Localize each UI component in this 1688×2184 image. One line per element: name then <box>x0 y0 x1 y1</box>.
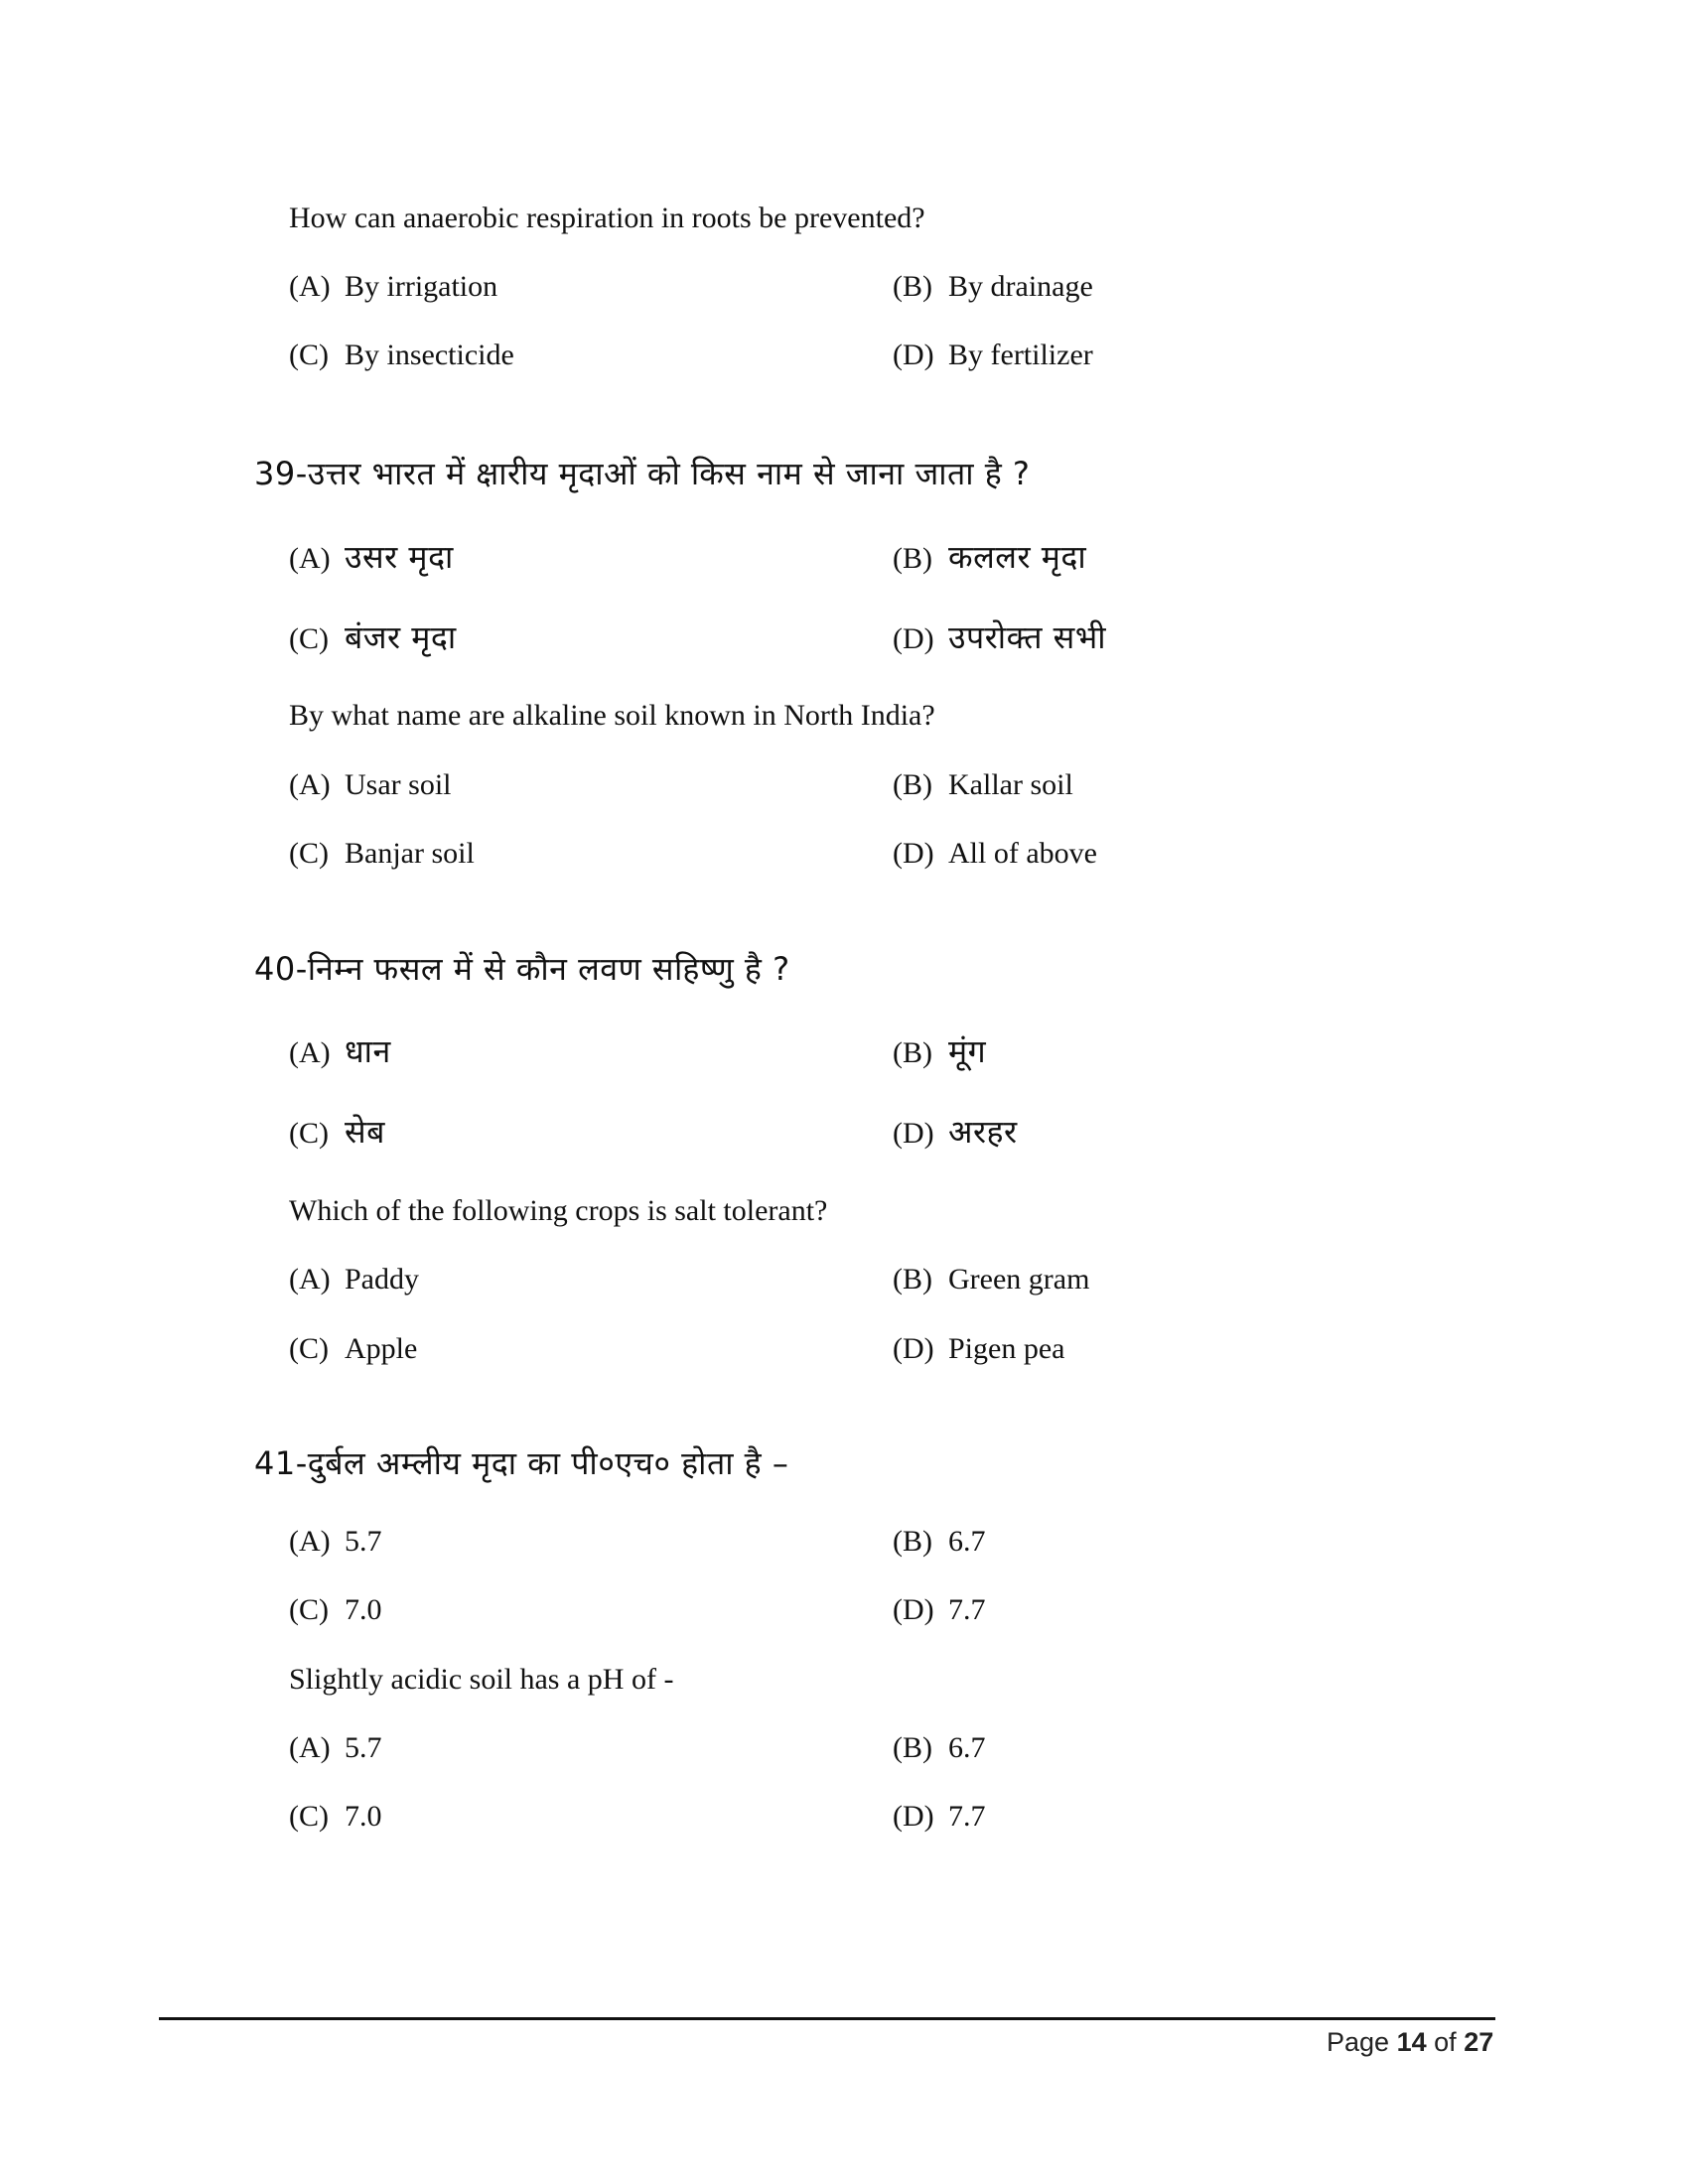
q38-en-option-c <box>289 341 514 370</box>
option-text: अरहर <box>948 1113 1018 1151</box>
q39-en-option-c <box>289 839 475 869</box>
option-letter: (A) <box>289 542 331 575</box>
q41-hi-text: 41-दुर्बल अम्लीय मृदा का पी०एच० होता है – <box>254 1444 789 1482</box>
q40-hi-option-b <box>893 1032 987 1070</box>
q39-en-option-b <box>893 770 1073 800</box>
option-letter: (A) <box>289 1525 331 1558</box>
option-text: 5.7 <box>345 1525 382 1558</box>
q41-hi-option-b <box>893 1527 986 1557</box>
of-word: of <box>1434 2027 1457 2057</box>
q40-en-option-a <box>289 1265 419 1295</box>
q41-en-option-b <box>893 1733 986 1763</box>
option-text: By drainage <box>948 270 1093 303</box>
option-letter: (B) <box>893 270 932 303</box>
q38-en-text: How can anaerobic respiration in roots be prevented? <box>289 202 925 234</box>
q39-en-option-a <box>289 770 452 800</box>
option-letter: (A) <box>289 1731 331 1764</box>
page-word: Page <box>1327 2027 1390 2057</box>
q41-hi-option-c <box>289 1595 382 1625</box>
option-letter: (B) <box>893 768 932 801</box>
option-letter: (D) <box>893 1800 934 1833</box>
q40-hi-option-a <box>289 1032 391 1070</box>
option-text: उसर मृदा <box>345 538 454 576</box>
option-text: Apple <box>345 1332 418 1365</box>
option-letter: (B) <box>893 542 932 575</box>
option-text: By insecticide <box>345 339 514 371</box>
option-text: कललर मृदा <box>948 538 1087 576</box>
option-text: Kallar soil <box>948 768 1073 801</box>
option-letter: (C) <box>289 1593 329 1626</box>
q41-en-text: Slightly acidic soil has a pH of - <box>289 1663 674 1696</box>
option-letter: (A) <box>289 270 331 303</box>
option-letter: (D) <box>893 622 934 655</box>
option-letter: (C) <box>289 622 329 655</box>
option-letter: (B) <box>893 1036 932 1069</box>
q41-en-option-a <box>289 1733 382 1763</box>
option-text: 6.7 <box>948 1731 986 1764</box>
q40-en-option-b <box>893 1265 1089 1295</box>
q38-en-option-d <box>893 341 1093 370</box>
option-text: By irrigation <box>345 270 498 303</box>
option-text: All of above <box>948 837 1097 870</box>
option-letter: (A) <box>289 1036 331 1069</box>
option-letter: (D) <box>893 1117 934 1150</box>
q39-hi-option-b <box>893 538 1087 576</box>
q39-en-text: By what name are alkaline soil known in North India? <box>289 699 935 732</box>
option-text: उपरोक्त सभी <box>948 618 1107 656</box>
q38-en-option-a <box>289 272 497 302</box>
q40-en-option-c <box>289 1334 417 1364</box>
page-number: 14 <box>1396 2027 1427 2057</box>
option-text: 5.7 <box>345 1731 382 1764</box>
option-letter: (A) <box>289 768 331 801</box>
q41-en-option-c <box>289 1802 382 1832</box>
option-letter: (B) <box>893 1263 932 1296</box>
q40-hi-text: 40-निम्न फसल में से कौन लवण सहिष्णु है ? <box>254 950 790 988</box>
option-letter: (C) <box>289 1332 329 1365</box>
option-text: Pigen pea <box>948 1332 1065 1365</box>
option-text: मूंग <box>948 1032 987 1070</box>
option-letter: (D) <box>893 837 934 870</box>
q40-en-option-d <box>893 1334 1064 1364</box>
footer-divider <box>159 2017 1495 2020</box>
option-text: Usar soil <box>345 768 452 801</box>
q39-hi-option-c <box>289 618 457 656</box>
option-letter: (A) <box>289 1263 331 1296</box>
option-letter: (C) <box>289 339 329 371</box>
option-text: बंजर मृदा <box>345 618 457 656</box>
option-text: 6.7 <box>948 1525 986 1558</box>
q39-hi-option-a <box>289 538 454 576</box>
option-letter: (D) <box>893 1332 934 1365</box>
option-text: Paddy <box>345 1263 419 1296</box>
q39-hi-option-d <box>893 618 1107 656</box>
option-text: सेब <box>345 1113 385 1151</box>
option-text: Banjar soil <box>345 837 475 870</box>
option-letter: (C) <box>289 1117 329 1150</box>
option-letter: (D) <box>893 339 934 371</box>
total-pages: 27 <box>1464 2027 1494 2057</box>
option-text: 7.0 <box>345 1593 382 1626</box>
q39-hi-text: 39-उत्तर भारत में क्षारीय मृदाओं को किस नाम से जाना जाता है ? <box>254 455 1031 492</box>
option-letter: (B) <box>893 1525 932 1558</box>
q38-en-option-b <box>893 272 1093 302</box>
q41-hi-option-d <box>893 1595 986 1625</box>
option-text: 7.7 <box>948 1800 986 1833</box>
q40-hi-option-d <box>893 1113 1018 1151</box>
option-text: 7.7 <box>948 1593 986 1626</box>
option-text: By fertilizer <box>948 339 1093 371</box>
option-letter: (D) <box>893 1593 934 1626</box>
option-letter: (C) <box>289 837 329 870</box>
option-text: 7.0 <box>345 1800 382 1833</box>
q41-hi-option-a <box>289 1527 382 1557</box>
option-letter: (B) <box>893 1731 932 1764</box>
option-letter: (C) <box>289 1800 329 1833</box>
q39-en-option-d <box>893 839 1097 869</box>
option-text: धान <box>345 1032 391 1070</box>
q40-hi-option-c <box>289 1113 385 1151</box>
q40-en-text: Which of the following crops is salt tolerant? <box>289 1194 828 1227</box>
option-text: Green gram <box>948 1263 1090 1296</box>
page-footer <box>1327 2017 1493 2058</box>
q41-en-option-d <box>893 1802 986 1832</box>
